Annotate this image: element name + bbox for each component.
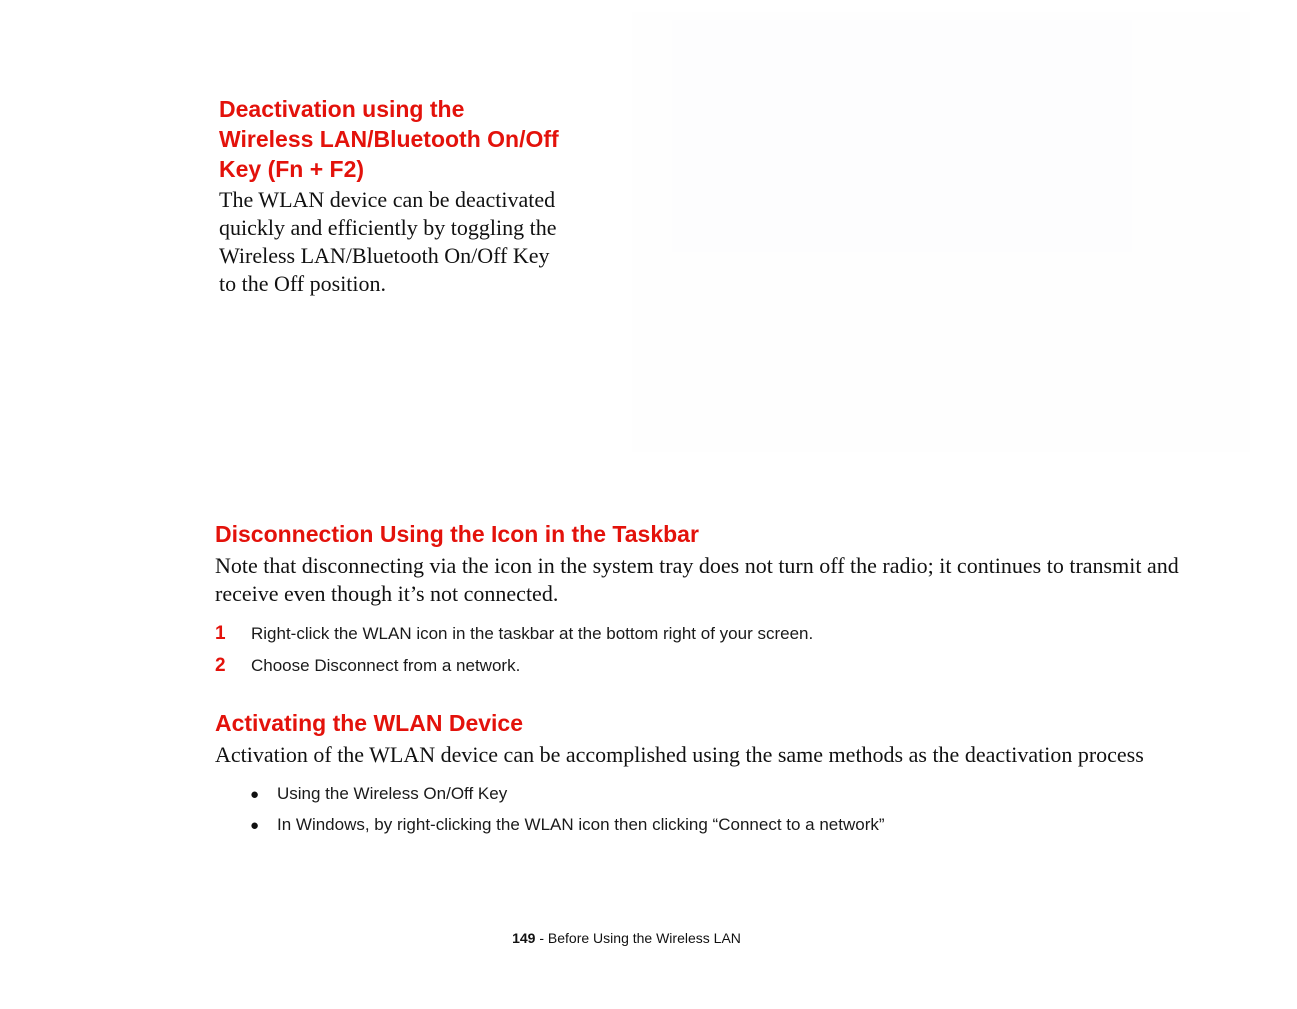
paragraph-disconnection: Note that disconnecting via the icon in the system tray does not turn off the radio; it continues to transmit and receive even though it’s not connected. (215, 553, 1179, 606)
paragraph-activation: Activation of the WLAN device can be accomplished using the same methods as the deactivation process (215, 742, 1144, 767)
step-number: 1 (215, 623, 226, 644)
figure-inner (672, 20, 1132, 252)
bullet-text: Using the Wireless On/Off Key (277, 784, 508, 803)
bullet-dot-icon: ● (250, 786, 260, 803)
figure-placeholder (632, 12, 1250, 452)
step-item (215, 656, 520, 676)
page-number: 149 (512, 930, 536, 946)
bullet-item (250, 815, 885, 836)
heading-activation: Activating the WLAN Device (215, 710, 523, 736)
step-number: 2 (215, 655, 226, 676)
paragraph-deactivation-key: The WLAN device can be deactivated quickly and efficiently by toggling the Wireless LAN/Bluetooth On/Off Key to the Off position. (219, 187, 557, 296)
heading-deactivation-key: Deactivation using the Wireless LAN/Bluetooth On/Off Key (Fn + F2) (219, 96, 559, 182)
footer-separator: - (535, 930, 548, 946)
bullet-text: In Windows, by right-clicking the WLAN icon then clicking “Connect to a network” (277, 815, 885, 834)
step-text: Choose Disconnect from a network. (251, 656, 521, 675)
bullet-dot-icon: ● (250, 817, 260, 834)
step-item (215, 624, 813, 644)
step-text: Right-click the WLAN icon in the taskbar at the bottom right of your screen. (251, 624, 814, 643)
bullet-item (250, 784, 507, 805)
footer-title: Before Using the Wireless LAN (547, 930, 741, 946)
page-footer (0, 929, 1253, 947)
heading-disconnection: Disconnection Using the Icon in the Taskbar (215, 521, 699, 547)
